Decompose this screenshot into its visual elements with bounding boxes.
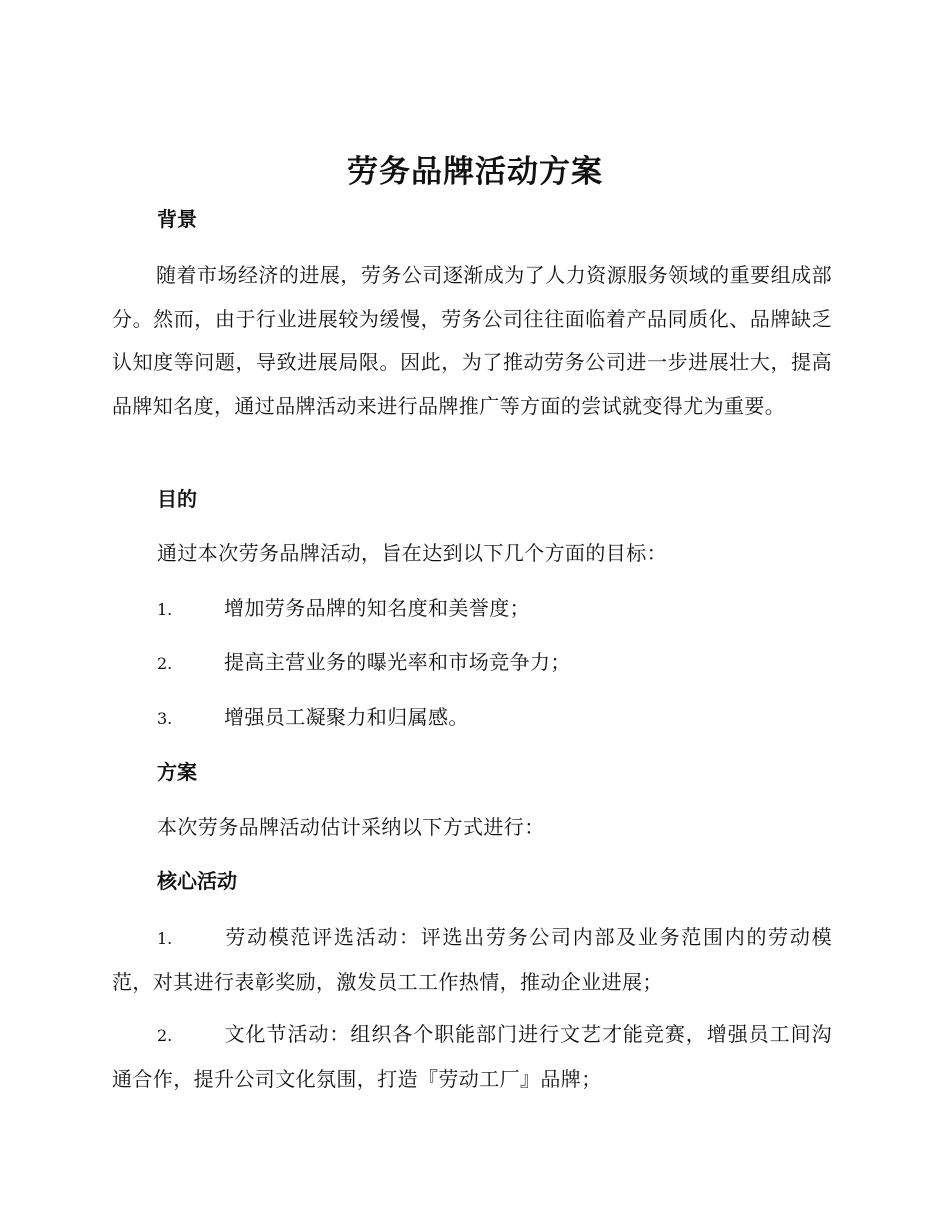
purpose-list-item — [157, 702, 469, 734]
heading-purpose: 目的 — [157, 487, 197, 511]
document-title: 劳务品牌活动方案 — [347, 154, 603, 190]
list-number: 3. — [157, 709, 173, 728]
core-activity-item — [112, 1013, 832, 1101]
heading-plan: 方案 — [157, 760, 197, 784]
purpose-list-item — [157, 647, 571, 679]
list-item-text: 文化节活动：组织各个职能部门进行文艺才能竞赛，增强员工间沟通合作，提升公司文化氛围，打造『劳动工厂』品牌； — [112, 1022, 832, 1091]
list-number: 2. — [157, 654, 173, 673]
purpose-list-item — [157, 593, 530, 625]
core-activity-item — [112, 916, 832, 1004]
list-item-text: 劳动模范评选活动：评选出劳务公司内部及业务范围内的劳动模范，对其进行表彰奖励，激发员工工作热情，推动企业进展； — [112, 925, 832, 994]
list-number: 2. — [157, 1026, 173, 1045]
list-item-text: 增强员工凝聚力和归属感。 — [224, 705, 469, 729]
plan-intro: 本次劳务品牌活动估计采纳以下方式进行： — [157, 815, 545, 839]
list-item-text: 提高主营业务的曝光率和市场竞争力； — [224, 650, 571, 674]
heading-core-activities: 核心活动 — [157, 869, 237, 893]
list-item-text: 增加劳务品牌的知名度和美誉度； — [224, 596, 530, 620]
heading-background: 背景 — [157, 207, 197, 231]
list-number: 1. — [157, 929, 173, 948]
purpose-intro: 通过本次劳务品牌活动，旨在达到以下几个方面的目标： — [157, 541, 667, 565]
background-paragraph: 随着市场经济的进展，劳务公司逐渐成为了人力资源服务领域的重要组成部分。然而，由于行业进展较为缓慢，劳务公司往往面临着产品同质化、品牌缺乏认知度等问题，导致进展局限。因此，为了推动劳务公司进一步进展壮大，提高品牌知名度，通过品牌活动来进行品牌推广等方面的尝试就变得尤为重要。 — [112, 263, 832, 418]
list-number: 1. — [157, 600, 173, 619]
